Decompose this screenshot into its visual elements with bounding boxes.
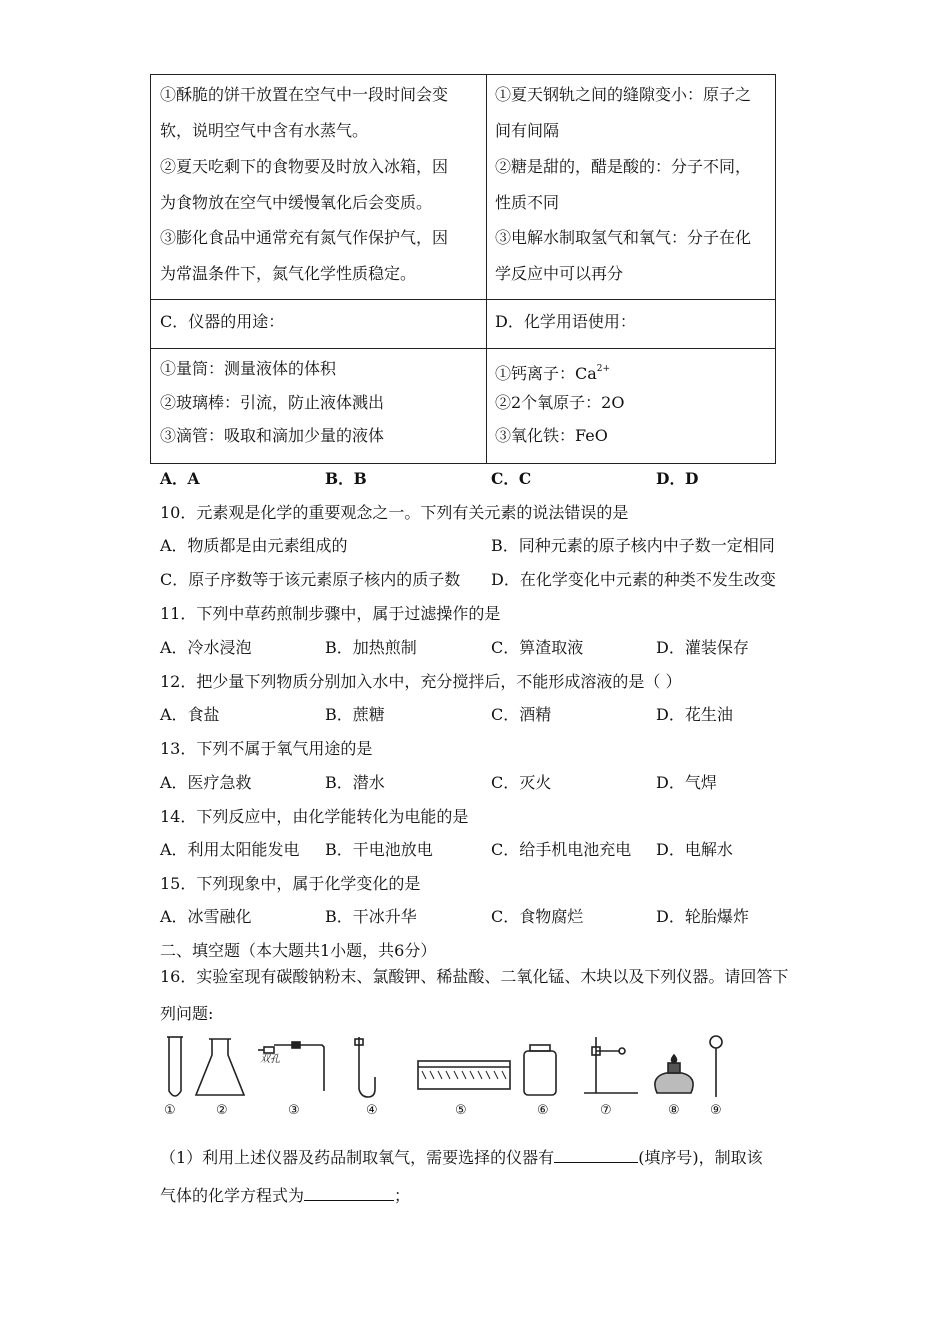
cell-c-line-1: ①量筒：测量液体的体积 [160, 359, 337, 378]
q12-stem: 12．把少量下列物质分别加入水中，充分搅拌后，不能形成溶液的是（ ） [160, 672, 682, 691]
q12-option-c: C．酒精 [491, 705, 552, 724]
q10-option-b: B．同种元素的原子核内中子数一定相同 [491, 536, 775, 555]
q10-option-a: A．物质都是由元素组成的 [160, 536, 348, 555]
q10-option-c: C．原子序数等于该元素原子核内的质子数 [160, 570, 461, 589]
cell-c-line-2: ②玻璃棒：引流，防止液体溅出 [160, 393, 385, 412]
q11-option-a: A．冷水浸泡 [160, 638, 252, 657]
q14-option-d: D．电解水 [656, 840, 733, 859]
apparatus-number-1: ① [164, 1103, 176, 1118]
table-divider-2 [150, 348, 776, 349]
q10-option-d: D．在化学变化中元素的种类不发生改变 [491, 570, 776, 589]
q11-stem: 11．下列中草药煎制步骤中，属于过滤操作的是 [160, 604, 501, 623]
q11-option-b: B．加热煎制 [325, 638, 417, 657]
q14-option-a: A．利用太阳能发电 [160, 840, 300, 859]
q13-option-c: C．灭火 [491, 773, 552, 792]
cell-c-line-3: ③滴管：吸取和滴加少量的液体 [160, 426, 385, 445]
q10-stem: 10．元素观是化学的重要观念之一。下列有关元素的说法错误的是 [160, 503, 629, 522]
iron-stand-icon [584, 1037, 638, 1093]
q14-option-c: C．给手机电池充电 [491, 840, 632, 859]
cell-a-line-4: 为食物放在空气中缓慢氧化后会变质。 [160, 193, 433, 212]
apparatus-number-6: ⑥ [537, 1103, 549, 1118]
cell-d-line-1 [495, 359, 610, 384]
cell-d-header: D．化学用语使用： [495, 312, 636, 331]
q15-option-c: C．食物腐烂 [491, 907, 584, 926]
alcohol-lamp-icon [655, 1055, 693, 1093]
cell-c-header: C．仪器的用途： [160, 312, 285, 331]
water-trough-icon [418, 1061, 510, 1089]
bent-tube-icon [355, 1037, 375, 1097]
cell-a-line-6: 为常温条件下，氮气化学性质稳定。 [160, 264, 417, 283]
apparatus-number-7: ⑦ [600, 1103, 612, 1118]
q12-option-d: D．花生油 [656, 705, 733, 724]
q12-option-b: B．蔗糖 [325, 705, 385, 724]
combustion-spoon-icon [710, 1036, 722, 1097]
apparatus-number-5: ⑤ [455, 1103, 467, 1118]
q15-option-b: B．干冰升华 [325, 907, 417, 926]
cell-d-line-3: ③氧化铁：FeO [495, 426, 608, 445]
answer-blank-instruments[interactable] [554, 1146, 638, 1163]
section-heading: 二、填空题（本大题共1小题，共6分） [160, 941, 437, 960]
lab-apparatus-figure [160, 1033, 740, 1105]
stopper-tube-icon [258, 1042, 324, 1091]
q9-option-a: A．A [160, 469, 200, 488]
cell-a-line-2: 软，说明空气中含有水蒸气。 [160, 121, 369, 140]
q11-option-c: C．箅渣取液 [491, 638, 584, 657]
table-divider-1 [150, 299, 776, 300]
q16-part1-line-1 [160, 1146, 763, 1168]
q9-option-d: D．D [656, 469, 699, 488]
apparatus-number-3: ③ [288, 1103, 300, 1118]
q14-stem: 14．下列反应中，由化学能转化为电能的是 [160, 807, 469, 826]
q16-part1-text-a: （1）利用上述仪器及药品制取氧气，需要选择的仪器有 [160, 1148, 555, 1167]
q13-stem: 13．下列不属于氧气用途的是 [160, 739, 373, 758]
q13-option-a: A．医疗急救 [160, 773, 252, 792]
q16-part1-text-d: ； [394, 1186, 411, 1205]
q15-option-a: A．冰雪融化 [160, 907, 252, 926]
cell-b-line-3: ②糖是甜的，醋是酸的：分子不同， [495, 157, 752, 176]
conical-flask-icon [196, 1039, 244, 1095]
cell-b-line-2: 间有间隔 [495, 121, 560, 140]
q16-stem-line-1: 16．实验室现有碳酸钠粉末、氯酸钾、稀盐酸、二氧化锰、木块以及下列仪器。请回答下 [160, 967, 789, 986]
cell-b-line-4: 性质不同 [495, 193, 560, 212]
cell-d-line-2: ②2个氧原子：2O [495, 393, 625, 412]
q15-option-d: D．轮胎爆炸 [656, 907, 749, 926]
apparatus-number-8: ⑧ [668, 1103, 680, 1118]
calcium-ion-text: ①钙离子：Ca [495, 364, 597, 383]
apparatus-number-2: ② [216, 1103, 228, 1118]
cell-a-line-1: ①酥脆的饼干放置在空气中一段时间会变 [160, 85, 449, 104]
q16-part1-line-2 [160, 1184, 410, 1206]
cell-b-line-1: ①夏天钢轨之间的缝隙变小：原子之 [495, 85, 752, 104]
q14-option-b: B．干电池放电 [325, 840, 433, 859]
cell-a-line-3: ②夏天吃剩下的食物要及时放入冰箱，因 [160, 157, 449, 176]
cell-a-line-5: ③膨化食品中通常充有氮气作保护气，因 [160, 228, 449, 247]
q16-part1-text-b: (填序号)，制取该 [638, 1148, 763, 1167]
apparatus-number-9: ⑨ [710, 1103, 722, 1118]
calcium-ion-charge: 2+ [596, 364, 611, 374]
table-divider-vertical [486, 74, 487, 464]
answer-blank-equation[interactable] [304, 1184, 394, 1201]
apparatus-label-text: 双孔 [260, 1054, 280, 1065]
cell-b-line-5: ③电解水制取氢气和氧气：分子在化 [495, 228, 752, 247]
gas-jar-icon [524, 1045, 556, 1095]
test-tube-icon [167, 1037, 183, 1096]
q9-option-b: B．B [325, 469, 367, 488]
q13-option-b: B．潜水 [325, 773, 385, 792]
cell-b-line-6: 学反应中可以再分 [495, 264, 624, 283]
q11-option-d: D．灌装保存 [656, 638, 749, 657]
q16-part1-text-c: 气体的化学方程式为 [160, 1186, 305, 1205]
q15-stem: 15．下列现象中，属于化学变化的是 [160, 874, 421, 893]
q16-stem-line-2: 列问题: [160, 1004, 214, 1023]
q12-option-a: A．食盐 [160, 705, 220, 724]
q13-option-d: D．气焊 [656, 773, 717, 792]
apparatus-number-4: ④ [366, 1103, 378, 1118]
q9-option-c: C．C [491, 469, 532, 488]
